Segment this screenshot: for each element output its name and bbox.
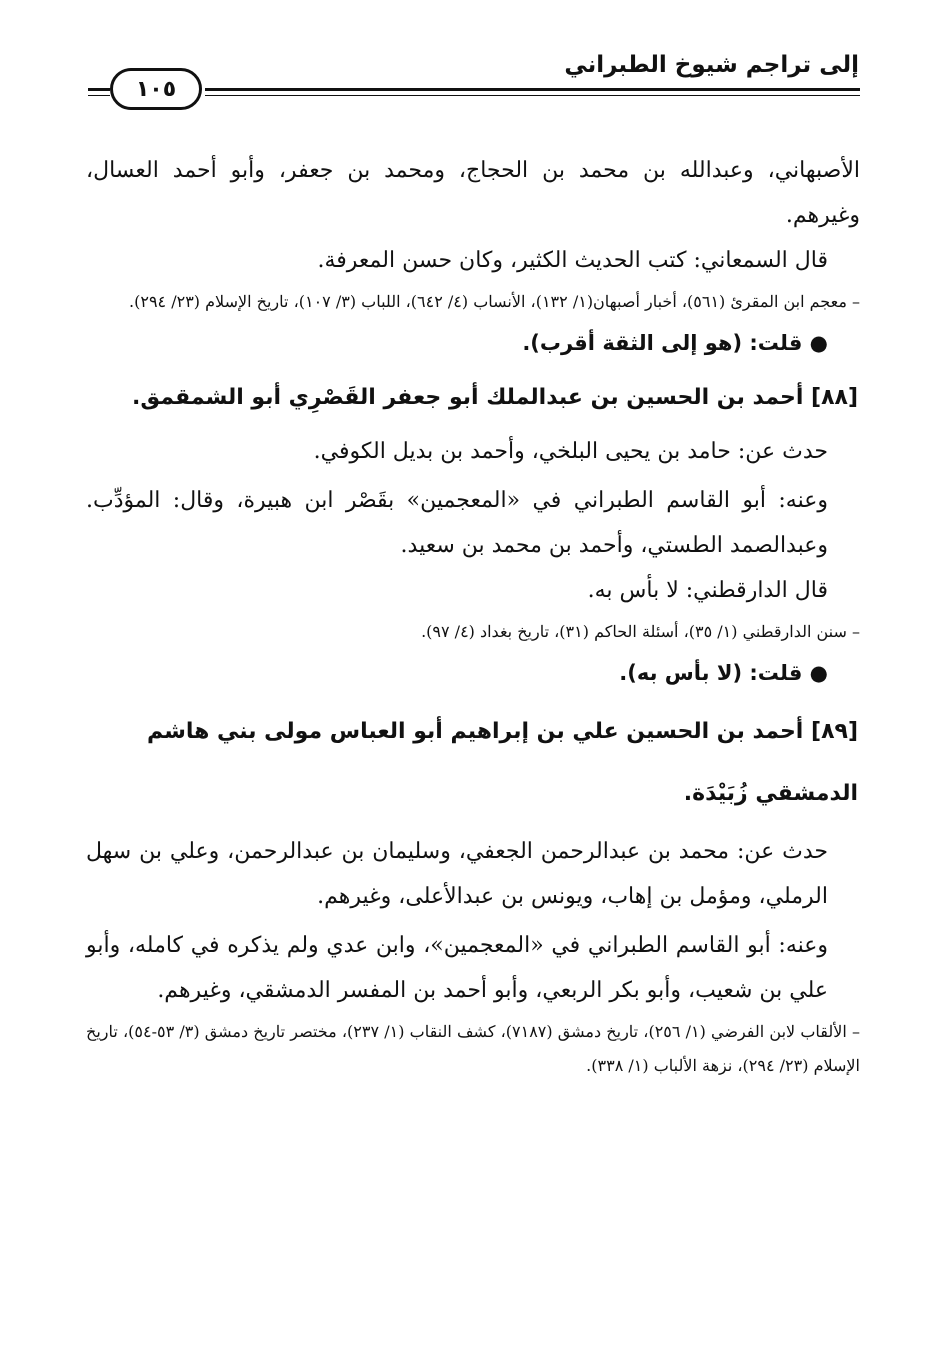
footnote-sources-89: – الألقاب لابن الفرضي (١/ ٢٥٦)، تاريخ دمشق (٧١٨٧)، كشف النقاب (١/ ٢٣٧)، مختصر تاريخ دمشق (٣/ ٥٣-٥٤)، تاريخ الإسلام (٢٣/ ٢٩٤)، نزهة الألباب (١/ ٣٣٨). xyxy=(86,1022,860,1075)
paragraph-narrated-from-88: حدث عن: حامد بن يحيى البلخي، وأحمد بن بديل الكوفي. xyxy=(313,439,828,464)
footnote-sources-87: – معجم ابن المقرئ (٥٦١)، أخبار أصبهان(١/ ١٣٢)، الأنساب (٤/ ٦٤٢)، اللباب (٣/ ١٠٧)، تاريخ الإسلام (٢٣/ ٢٩٤). xyxy=(129,292,860,311)
header-rule-left xyxy=(88,88,110,91)
header-rule-left-thin xyxy=(88,95,110,96)
paragraph-narrated-from-89: حدث عن: محمد بن عبدالرحمن الجعفي، وسليمان بن عبدالرحمن، وعلي بن سهل الرملي، ومؤمل بن إهاب، ويونس بن عبدالأعلى، وغيرهم. xyxy=(86,839,828,909)
header-rule-thin xyxy=(205,95,860,96)
entry-heading-89: [٨٩] أحمد بن الحسين علي بن إبراهيم أبو العباس مولى بني هاشم الدمشقي زُبَيْدَة. xyxy=(146,719,858,806)
footnote-sources-88: – سنن الدارقطني (١/ ٣٥)، أسئلة الحاكم (٣١)، تاريخ بغداد (٤/ ٩٧). xyxy=(421,622,860,641)
header-rule xyxy=(205,88,860,91)
paragraph-samani-quote: قال السمعاني: كتب الحديث الكثير، وكان حسن المعرفة. xyxy=(317,248,828,273)
running-header-title: إلى تراجم شيوخ الطبراني xyxy=(564,52,859,78)
page-body xyxy=(86,148,860,1083)
paragraph-continuation: الأصبهاني، وعبدالله بن محمد بن الحجاج، ومحمد بن جعفر، وأبو أحمد العسال، وغيرهم. xyxy=(86,158,860,228)
paragraph-daraqutni-quote: قال الدارقطني: لا بأس به. xyxy=(587,578,828,603)
entry-heading-88: [٨٨] أحمد بن الحسين بن عبدالملك أبو جعفر القَصْرِي أبو الشمقمق. xyxy=(132,385,858,410)
author-note-88: ● قلت: (لا بأس به). xyxy=(619,661,828,685)
page-number-badge: ١٠٥ xyxy=(110,68,202,110)
paragraph-narrators-89: وعنه: أبو القاسم الطبراني في «المعجمين»، وابن عدي ولم يذكره في كامله، وأبو علي بن شعيب، وأبو بكر الربعي، وأبو أحمد بن المفسر الدمشقي، وغيرهم. xyxy=(86,933,828,1003)
paragraph-narrators-88: وعنه: أبو القاسم الطبراني في «المعجمين» بقَصْر ابن هبيرة، وقال: المؤدِّب. وعبدالصمد الطستي، وأحمد بن محمد بن سعيد. xyxy=(86,488,828,558)
author-note-87: ● قلت: (هو إلى الثقة أقرب). xyxy=(522,331,828,355)
